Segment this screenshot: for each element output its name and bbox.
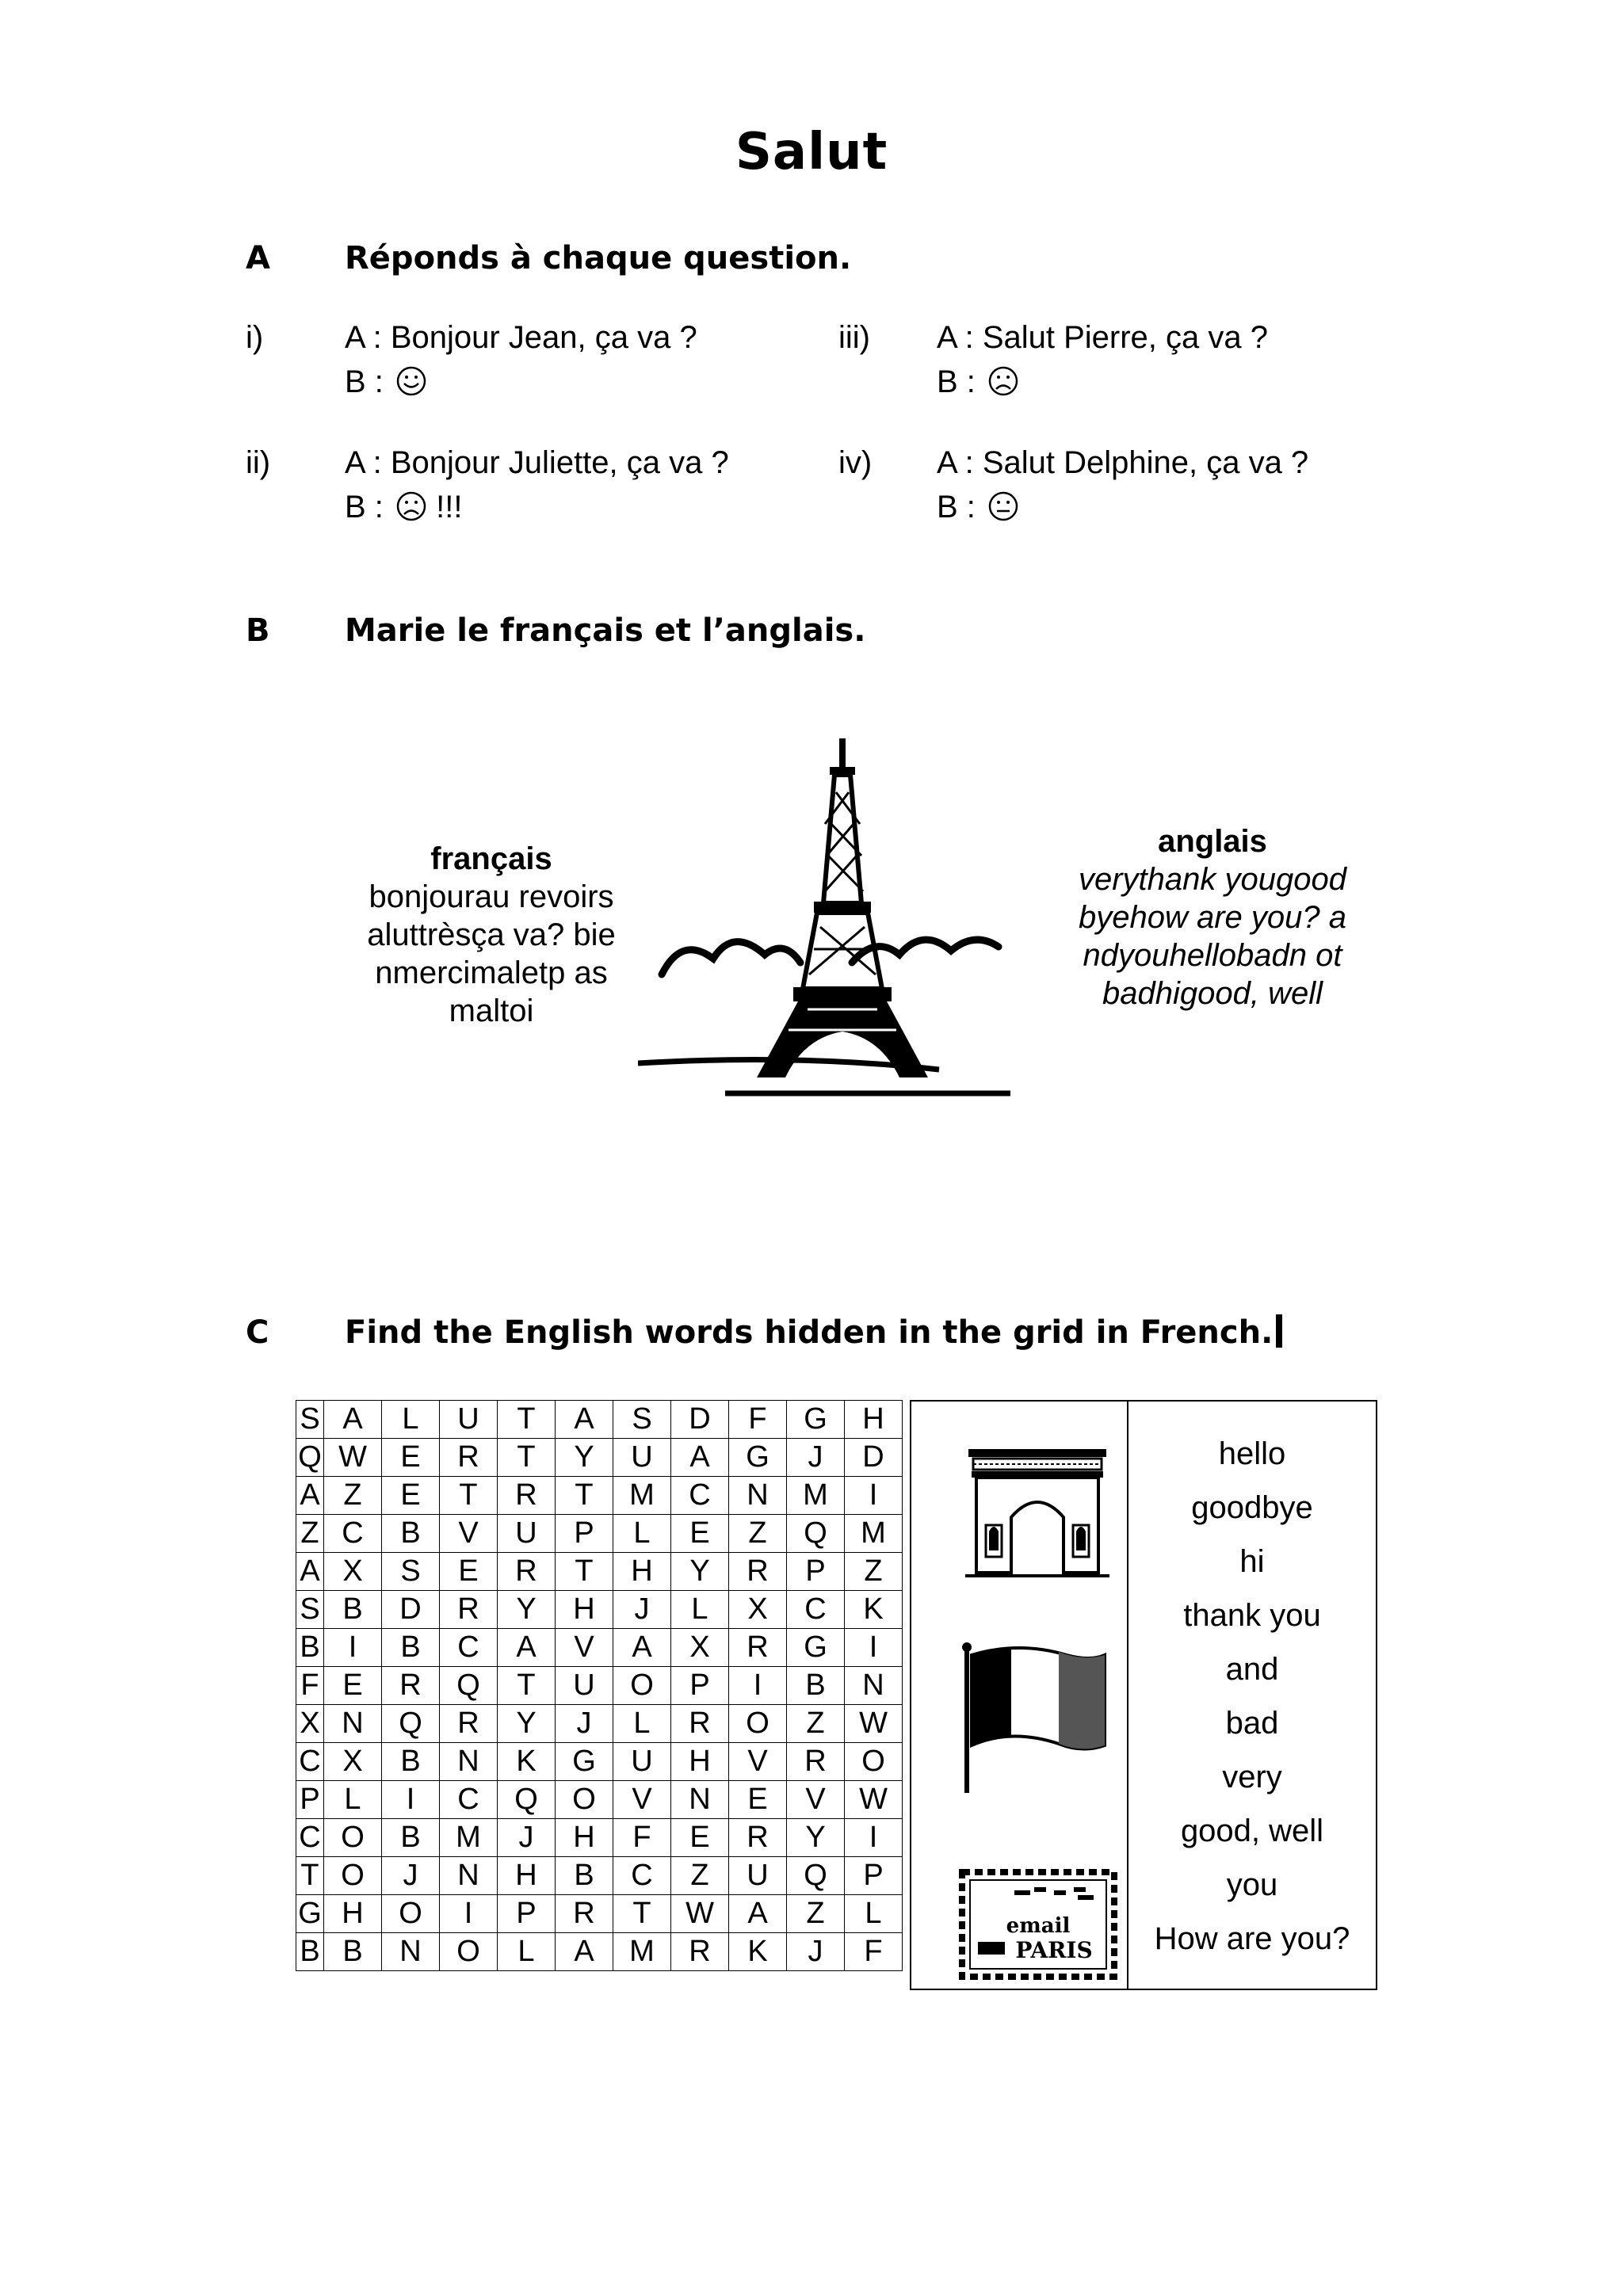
grid-cell[interactable]: C xyxy=(671,1477,729,1515)
grid-cell[interactable]: N xyxy=(440,1857,498,1895)
grid-cell[interactable]: W xyxy=(845,1705,903,1743)
grid-cell[interactable]: T xyxy=(556,1553,613,1591)
grid-cell[interactable]: A xyxy=(498,1629,556,1667)
question-b-label: B : xyxy=(937,364,976,399)
grid-cell[interactable]: V xyxy=(613,1781,671,1819)
grid-cell[interactable]: F xyxy=(729,1401,787,1439)
neutral-face-icon xyxy=(987,490,1019,531)
grid-cell[interactable]: V xyxy=(787,1781,845,1819)
grid-cell[interactable]: A xyxy=(729,1895,787,1933)
grid-cell[interactable]: A xyxy=(556,1933,613,1971)
grid-cell[interactable]: B xyxy=(296,1629,324,1667)
grid-cell[interactable]: B xyxy=(382,1743,440,1781)
grid-cell[interactable]: U xyxy=(613,1743,671,1781)
grid-cell[interactable]: M xyxy=(440,1819,498,1857)
grid-row xyxy=(296,1553,903,1591)
grid-cell[interactable]: A xyxy=(296,1477,324,1515)
grid-cell[interactable]: P xyxy=(296,1781,324,1819)
grid-cell[interactable]: C xyxy=(613,1857,671,1895)
question-number: i) xyxy=(246,320,264,355)
question-line-a: A : Salut Delphine, ça va ? xyxy=(937,445,1309,480)
grid-cell[interactable]: Y xyxy=(787,1819,845,1857)
grid-row xyxy=(296,1477,903,1515)
eiffel-tower-icon xyxy=(638,737,1018,1101)
grid-cell[interactable]: H xyxy=(845,1401,903,1439)
grid-cell[interactable]: R xyxy=(440,1591,498,1629)
grid-cell[interactable]: B xyxy=(382,1515,440,1553)
grid-cell[interactable]: H xyxy=(556,1819,613,1857)
grid-cell[interactable]: T xyxy=(296,1857,324,1895)
stamp-city-text: PARIS xyxy=(1015,1937,1093,1963)
question-b-label: B : xyxy=(345,364,384,399)
section-c-instruction: Find the English words hidden in the grid in French. xyxy=(345,1314,1274,1351)
grid-cell[interactable]: R xyxy=(498,1477,556,1515)
grid-cell[interactable]: S xyxy=(296,1401,324,1439)
grid-cell[interactable]: Q xyxy=(440,1667,498,1705)
grid-cell[interactable]: N xyxy=(671,1781,729,1819)
grid-cell[interactable]: Y xyxy=(498,1705,556,1743)
grid-cell[interactable]: O xyxy=(382,1895,440,1933)
grid-cell[interactable]: I xyxy=(382,1781,440,1819)
grid-row xyxy=(296,1667,903,1705)
hidden-word: bad xyxy=(1225,1706,1279,1741)
grid-row xyxy=(296,1401,903,1439)
grid-cell[interactable]: B xyxy=(556,1857,613,1895)
grid-cell[interactable]: C xyxy=(296,1743,324,1781)
grid-cell[interactable]: L xyxy=(498,1933,556,1971)
grid-cell[interactable]: L xyxy=(382,1401,440,1439)
question-line-a: A : Salut Pierre, ça va ? xyxy=(937,320,1268,355)
grid-cell[interactable]: G xyxy=(787,1401,845,1439)
section-b-instruction: Marie le français et l’anglais. xyxy=(345,612,866,649)
grid-cell[interactable]: K xyxy=(498,1743,556,1781)
grid-cell[interactable]: Q xyxy=(498,1781,556,1819)
grid-cell[interactable]: G xyxy=(556,1743,613,1781)
grid-cell[interactable]: A xyxy=(556,1401,613,1439)
grid-cell[interactable]: L xyxy=(613,1515,671,1553)
grid-cell[interactable]: T xyxy=(440,1477,498,1515)
grid-cell[interactable]: I xyxy=(845,1477,903,1515)
grid-cell[interactable]: Y xyxy=(671,1553,729,1591)
grid-cell[interactable]: C xyxy=(787,1591,845,1629)
question-b-label: B : xyxy=(345,490,384,524)
grid-cell[interactable]: N xyxy=(382,1933,440,1971)
grid-cell[interactable]: R xyxy=(729,1819,787,1857)
question-number: iii) xyxy=(838,320,870,355)
question-number: ii) xyxy=(246,445,271,480)
hidden-word-list xyxy=(1128,1402,1376,1966)
grid-cell[interactable]: J xyxy=(382,1857,440,1895)
grid-cell[interactable]: R xyxy=(498,1553,556,1591)
grid-row xyxy=(296,1781,903,1819)
grid-cell[interactable]: N xyxy=(324,1705,382,1743)
grid-cell[interactable]: W xyxy=(324,1439,382,1477)
grid-cell[interactable]: K xyxy=(845,1591,903,1629)
grid-cell[interactable]: H xyxy=(498,1857,556,1895)
hidden-word: you xyxy=(1226,1867,1278,1902)
grid-cell[interactable]: S xyxy=(613,1401,671,1439)
grid-cell[interactable]: B xyxy=(324,1591,382,1629)
grid-cell[interactable]: J xyxy=(787,1933,845,1971)
grid-cell[interactable]: M xyxy=(613,1933,671,1971)
grid-cell[interactable]: R xyxy=(440,1439,498,1477)
text-cursor xyxy=(1276,1314,1282,1348)
grid-cell[interactable]: S xyxy=(296,1591,324,1629)
grid-cell[interactable]: R xyxy=(556,1895,613,1933)
grid-cell[interactable]: E xyxy=(440,1553,498,1591)
question-b-label: B : xyxy=(937,490,976,524)
section-a-instruction: Réponds à chaque question. xyxy=(345,240,852,277)
grid-cell[interactable]: T xyxy=(498,1667,556,1705)
grid-row xyxy=(296,1629,903,1667)
grid-cell[interactable]: R xyxy=(671,1705,729,1743)
grid-cell[interactable]: A xyxy=(671,1439,729,1477)
section-a-letter: A xyxy=(246,240,270,277)
hidden-word: How are you? xyxy=(1154,1921,1350,1956)
grid-cell[interactable]: L xyxy=(671,1591,729,1629)
grid-cell[interactable]: U xyxy=(498,1515,556,1553)
grid-cell[interactable]: B xyxy=(296,1933,324,1971)
grid-cell[interactable]: Q xyxy=(382,1705,440,1743)
grid-cell[interactable]: F xyxy=(296,1667,324,1705)
grid-cell[interactable]: I xyxy=(440,1895,498,1933)
grid-cell[interactable]: G xyxy=(296,1895,324,1933)
grid-cell[interactable]: U xyxy=(556,1667,613,1705)
grid-cell[interactable]: P xyxy=(845,1857,903,1895)
grid-cell[interactable]: X xyxy=(324,1553,382,1591)
grid-cell[interactable]: H xyxy=(324,1895,382,1933)
section-c-instruction-row xyxy=(345,1314,1282,1352)
hidden-word: and xyxy=(1225,1652,1279,1687)
grid-cell[interactable]: B xyxy=(382,1629,440,1667)
grid-cell[interactable]: E xyxy=(382,1439,440,1477)
grid-cell[interactable]: V xyxy=(440,1515,498,1553)
grid-cell[interactable]: M xyxy=(787,1477,845,1515)
question-line-b xyxy=(345,363,427,406)
grid-row xyxy=(296,1439,903,1477)
grid-cell[interactable]: C xyxy=(324,1515,382,1553)
grid-cell[interactable]: R xyxy=(671,1933,729,1971)
section-b-letter: B xyxy=(246,612,270,649)
page-title: Salut xyxy=(735,123,888,181)
grid-cell[interactable]: V xyxy=(729,1743,787,1781)
grid-cell[interactable]: V xyxy=(556,1629,613,1667)
grid-cell[interactable]: Q xyxy=(787,1857,845,1895)
grid-cell[interactable]: D xyxy=(845,1439,903,1477)
grid-cell[interactable]: G xyxy=(729,1439,787,1477)
grid-cell[interactable]: Z xyxy=(324,1477,382,1515)
grid-cell[interactable]: M xyxy=(845,1515,903,1553)
francais-words: bonjourau revoirsaluttrèsça va? bienmercimaletp as maltoi xyxy=(367,879,616,1028)
grid-cell[interactable]: R xyxy=(729,1629,787,1667)
grid-cell[interactable]: C xyxy=(440,1629,498,1667)
grid-cell[interactable]: Y xyxy=(498,1591,556,1629)
grid-cell[interactable]: I xyxy=(845,1819,903,1857)
grid-cell[interactable]: Z xyxy=(845,1553,903,1591)
grid-cell[interactable]: E xyxy=(382,1477,440,1515)
grid-cell[interactable]: T xyxy=(498,1439,556,1477)
hidden-word: hi xyxy=(1239,1544,1265,1579)
grid-cell[interactable]: E xyxy=(324,1667,382,1705)
grid-cell[interactable]: R xyxy=(787,1743,845,1781)
grid-cell[interactable]: H xyxy=(671,1743,729,1781)
question-line-b xyxy=(937,488,1019,531)
grid-cell[interactable]: F xyxy=(613,1819,671,1857)
hidden-word: very xyxy=(1222,1760,1282,1794)
grid-cell[interactable]: F xyxy=(845,1933,903,1971)
paris-stamp-icon xyxy=(959,1869,1117,1980)
grid-cell[interactable]: O xyxy=(324,1819,382,1857)
grid-cell[interactable]: Z xyxy=(671,1857,729,1895)
grid-cell[interactable]: O xyxy=(324,1857,382,1895)
french-flag-icon xyxy=(956,1638,1114,1796)
anglais-heading: anglais xyxy=(1158,824,1267,859)
grid-cell[interactable]: R xyxy=(382,1667,440,1705)
grid-cell[interactable]: X xyxy=(296,1705,324,1743)
grid-cell[interactable]: E xyxy=(671,1515,729,1553)
grid-cell[interactable]: G xyxy=(787,1629,845,1667)
grid-cell[interactable]: L xyxy=(324,1781,382,1819)
grid-cell[interactable]: I xyxy=(845,1629,903,1667)
grid-cell[interactable]: J xyxy=(787,1439,845,1477)
grid-cell[interactable]: J xyxy=(556,1705,613,1743)
grid-cell[interactable]: E xyxy=(729,1781,787,1819)
grid-cell[interactable]: H xyxy=(613,1553,671,1591)
grid-cell[interactable]: A xyxy=(296,1553,324,1591)
grid-cell[interactable]: Y xyxy=(556,1439,613,1477)
grid-cell[interactable]: P xyxy=(556,1515,613,1553)
grid-row xyxy=(296,1743,903,1781)
grid-row xyxy=(296,1705,903,1743)
grid-cell[interactable]: T xyxy=(613,1895,671,1933)
grid-cell[interactable]: S xyxy=(382,1553,440,1591)
grid-cell[interactable]: W xyxy=(671,1895,729,1933)
grid-cell[interactable]: C xyxy=(296,1819,324,1857)
word-box xyxy=(910,1400,1377,1990)
francais-column xyxy=(365,840,618,1030)
grid-cell[interactable]: I xyxy=(729,1667,787,1705)
grid-cell[interactable]: D xyxy=(671,1401,729,1439)
grid-cell[interactable]: Q xyxy=(787,1515,845,1553)
section-c-letter: C xyxy=(246,1314,269,1351)
grid-cell[interactable]: D xyxy=(382,1591,440,1629)
grid-cell[interactable]: Z xyxy=(296,1515,324,1553)
grid-cell[interactable]: Z xyxy=(787,1705,845,1743)
grid-cell[interactable]: A xyxy=(613,1629,671,1667)
grid-cell[interactable]: H xyxy=(556,1591,613,1629)
grid-cell[interactable]: N xyxy=(729,1477,787,1515)
question-line-b xyxy=(345,488,463,531)
anglais-words: verythank yougoodbyehow are you? andyouhellobadn ot badhigood, well xyxy=(1078,862,1346,1011)
grid-cell[interactable]: O xyxy=(729,1705,787,1743)
grid-cell[interactable]: C xyxy=(440,1781,498,1819)
question-line-a: A : Bonjour Juliette, ça va ? xyxy=(345,445,729,480)
anglais-column xyxy=(1078,822,1347,1013)
grid-cell[interactable]: Q xyxy=(296,1439,324,1477)
grid-cell[interactable]: U xyxy=(613,1439,671,1477)
arc-de-triomphe-icon xyxy=(962,1446,1113,1581)
sad-face-icon xyxy=(395,490,427,531)
grid-cell[interactable]: X xyxy=(324,1743,382,1781)
grid-row xyxy=(296,1895,903,1933)
question-line-a: A : Bonjour Jean, ça va ? xyxy=(345,320,697,355)
grid-cell[interactable]: R xyxy=(440,1705,498,1743)
grid-cell[interactable]: B xyxy=(787,1667,845,1705)
grid-cell[interactable]: P xyxy=(787,1553,845,1591)
grid-cell[interactable]: L xyxy=(845,1895,903,1933)
grid-cell[interactable]: E xyxy=(671,1819,729,1857)
grid-cell[interactable]: Z xyxy=(787,1895,845,1933)
grid-cell[interactable]: U xyxy=(729,1857,787,1895)
grid-row xyxy=(296,1591,903,1629)
question-number: iv) xyxy=(838,445,873,480)
hidden-word: thank you xyxy=(1183,1598,1321,1633)
grid-cell[interactable]: L xyxy=(613,1705,671,1743)
hidden-word: good, well xyxy=(1180,1814,1324,1848)
grid-cell[interactable]: O xyxy=(845,1743,903,1781)
grid-cell[interactable]: J xyxy=(498,1819,556,1857)
grid-cell[interactable]: B xyxy=(324,1933,382,1971)
grid-cell[interactable]: A xyxy=(324,1401,382,1439)
grid-cell[interactable]: I xyxy=(324,1629,382,1667)
word-search-grid xyxy=(296,1400,903,1971)
grid-cell[interactable]: O xyxy=(613,1667,671,1705)
grid-cell[interactable]: P xyxy=(498,1895,556,1933)
grid-cell[interactable]: O xyxy=(440,1933,498,1971)
grid-cell[interactable]: T xyxy=(498,1401,556,1439)
grid-cell[interactable]: X xyxy=(671,1629,729,1667)
hidden-word: hello xyxy=(1218,1436,1286,1471)
grid-cell[interactable]: U xyxy=(440,1401,498,1439)
grid-cell[interactable]: M xyxy=(613,1477,671,1515)
grid-row xyxy=(296,1819,903,1857)
question-line-b xyxy=(937,363,1019,406)
grid-cell[interactable]: X xyxy=(729,1591,787,1629)
grid-cell[interactable]: B xyxy=(382,1819,440,1857)
happy-face-icon xyxy=(395,365,427,406)
hidden-word: goodbye xyxy=(1191,1490,1313,1525)
grid-row xyxy=(296,1857,903,1895)
grid-cell[interactable]: J xyxy=(613,1591,671,1629)
grid-cell[interactable]: W xyxy=(845,1781,903,1819)
grid-cell[interactable]: N xyxy=(440,1743,498,1781)
sad-face-icon xyxy=(987,365,1019,406)
grid-cell[interactable]: T xyxy=(556,1477,613,1515)
grid-row xyxy=(296,1515,903,1553)
francais-heading: français xyxy=(430,841,552,876)
grid-cell[interactable]: R xyxy=(729,1553,787,1591)
grid-cell[interactable]: P xyxy=(671,1667,729,1705)
grid-cell[interactable]: N xyxy=(845,1667,903,1705)
exclamation-text: !!! xyxy=(436,490,463,524)
grid-cell[interactable]: Z xyxy=(729,1515,787,1553)
grid-cell[interactable]: O xyxy=(556,1781,613,1819)
grid-cell[interactable]: K xyxy=(729,1933,787,1971)
stamp-email-text: email xyxy=(1006,1914,1071,1938)
grid-row xyxy=(296,1933,903,1971)
